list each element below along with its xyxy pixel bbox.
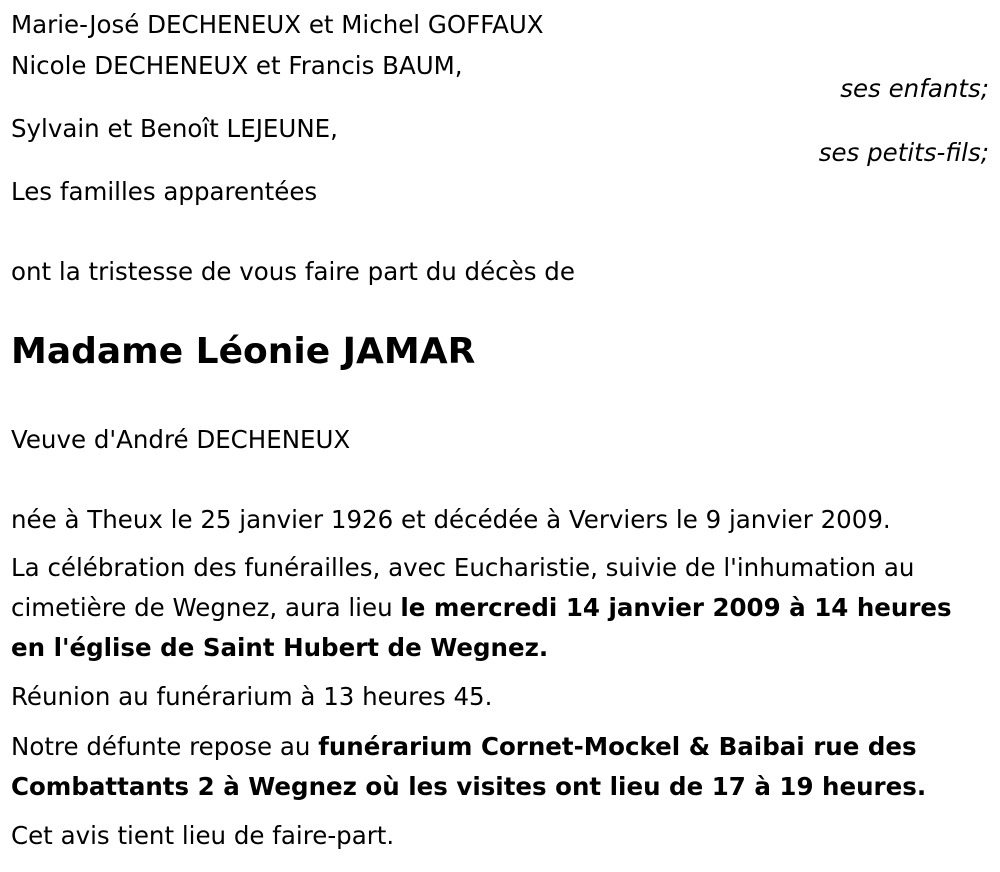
reunion-text: Réunion au funérarium à 13 heures 45. <box>11 682 493 711</box>
repose-address-visits: Combattants 2 à Wegnez où les visites ont lieu de 17 à 19 heures. <box>11 772 927 801</box>
family-line-grandchildren: Sylvain et Benoît LEJEUNE, <box>11 114 338 143</box>
repose-line-1-plain: Notre défunte repose au <box>11 732 319 761</box>
family-line-children-2: Nicole DECHENEUX et Francis BAUM, <box>11 51 463 80</box>
ceremony-line-3 <box>11 628 548 668</box>
family-line-relatives: Les familles apparentées <box>11 177 318 206</box>
birth-death-text: née à Theux le 25 janvier 1926 et décédée à Verviers le 9 janvier 2009. <box>11 505 891 534</box>
deceased-name: Madame Léonie JAMAR <box>11 331 476 372</box>
closing-text: Cet avis tient lieu de faire-part. <box>11 821 395 850</box>
repose-line-1 <box>11 727 917 767</box>
ceremony-line-1: La célébration des funérailles, avec Eucharistie, suivie de l'inhumation au <box>11 553 915 582</box>
announcement-text: ont la tristesse de vous faire part du décès de <box>11 257 575 286</box>
grandchildren-label: ses petits-fils; <box>818 138 989 167</box>
ceremony-date-time: le mercredi 14 janvier 2009 à 14 heures <box>400 593 952 622</box>
repose-funerarium: funérarium Cornet-Mockel & Baibai rue des <box>318 732 917 761</box>
ceremony-line-2-plain: cimetière de Wegnez, aura lieu <box>11 593 401 622</box>
family-line-children-1: Marie-José DECHENEUX et Michel GOFFAUX <box>11 10 544 39</box>
ceremony-line-2 <box>11 588 952 628</box>
repose-line-2 <box>11 767 926 807</box>
children-label: ses enfants; <box>840 74 989 103</box>
widow-of-text: Veuve d'André DECHENEUX <box>11 425 351 454</box>
ceremony-location: en l'église de Saint Hubert de Wegnez. <box>11 633 549 662</box>
